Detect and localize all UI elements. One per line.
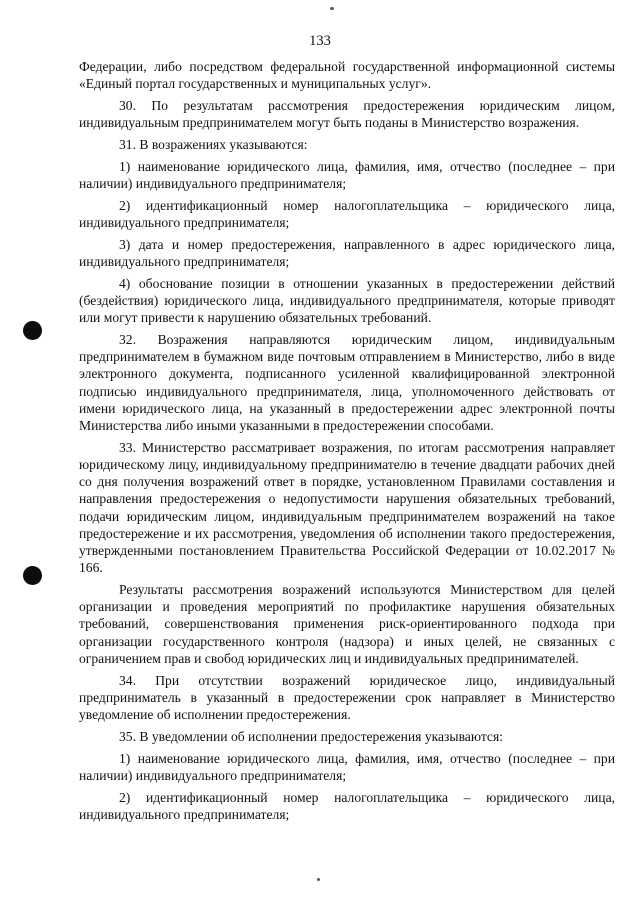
document-body — [79, 58, 615, 828]
list-item-35-2: 2) идентификационный номер налогоплательщика – юридического лица, индивидуального предпринимателя; — [79, 789, 615, 822]
punch-hole-top — [23, 321, 42, 340]
punch-hole-bottom — [23, 566, 42, 585]
paragraph-33: 33. Министерство рассматривает возражения, по итогам рассмотрения направляет юридическому лицу, индивидуальному предпринимателю в течение двадцати рабочих дней со дня получения возражений ответ в порядке, установленном Правилами составления и направления предостережения о недопустимости нарушения обязательных требований, подачи юридическим лицом, индивидуальным предпринимателем возражений на такое предостережение и их рассмотрения, уведомления об исполнении такого предостережения, утвержденными постановлением Правительства Российской Федерации от 10.02.2017 № 166. — [79, 439, 615, 576]
list-item-31-1: 1) наименование юридического лица, фамилия, имя, отчество (последнее – при наличии) индивидуального предпринимателя; — [79, 158, 615, 191]
page-number: 133 — [309, 33, 331, 49]
list-item-31-4: 4) обоснование позиции в отношении указанных в предостережении действий (бездействия) юридического лица, индивидуального предпринимателя, которые приводят или могут привести к нарушению обязательных требований. — [79, 275, 615, 326]
scan-speck-bottom — [317, 878, 320, 881]
paragraph-34: 34. При отсутствии возражений юридическое лицо, индивидуальный предприниматель в указанный в предостережении срок направляет в Министерство уведомление об исполнении предостережения. — [79, 672, 615, 723]
scan-speck-top — [330, 7, 334, 10]
list-item-31-2: 2) идентификационный номер налогоплательщика – юридического лица, индивидуального предпринимателя; — [79, 197, 615, 230]
paragraph-30: 30. По результатам рассмотрения предостережения юридическим лицом, индивидуальным предпринимателем могут быть поданы в Министерство возражения. — [79, 98, 615, 131]
paragraph-33-results: Результаты рассмотрения возражений используются Министерством для целей организации и проведения мероприятий по профилактике нарушения обязательных требований, совершенствования применения риск-ориентированного подхода при организации государственного контроля (надзора) и иных целей, не связанных с ограничением прав и свобод юридических лиц и индивидуальных предпринимателей. — [79, 582, 615, 666]
paragraph-continuation: Федерации, либо посредством федеральной государственной информационной системы «Единый портал государственных и муниципальных услуг». — [79, 59, 615, 92]
list-item-35-1: 1) наименование юридического лица, фамилия, имя, отчество (последнее – при наличии) индивидуального предпринимателя; — [79, 750, 615, 783]
paragraph-32: 32. Возражения направляются юридическим лицом, индивидуальным предпринимателем в бумажном виде почтовым отправлением в Министерство, либо в виде электронного документа, подписанного усиленной квалифицированной электронной подписью индивидуального предпринимателя, лица, уполномоченного действовать от имени юридического лица, на указанный в предостережении адрес электронной почты Министерства либо иными указанными в предостережении способами. — [79, 332, 615, 434]
paragraph-31: 31. В возражениях указываются: — [119, 137, 308, 152]
paragraph-35: 35. В уведомлении об исполнении предостережения указываются: — [119, 728, 503, 744]
list-item-31-3: 3) дата и номер предостережения, направленного в адрес юридического лица, индивидуального предпринимателя; — [79, 236, 615, 269]
